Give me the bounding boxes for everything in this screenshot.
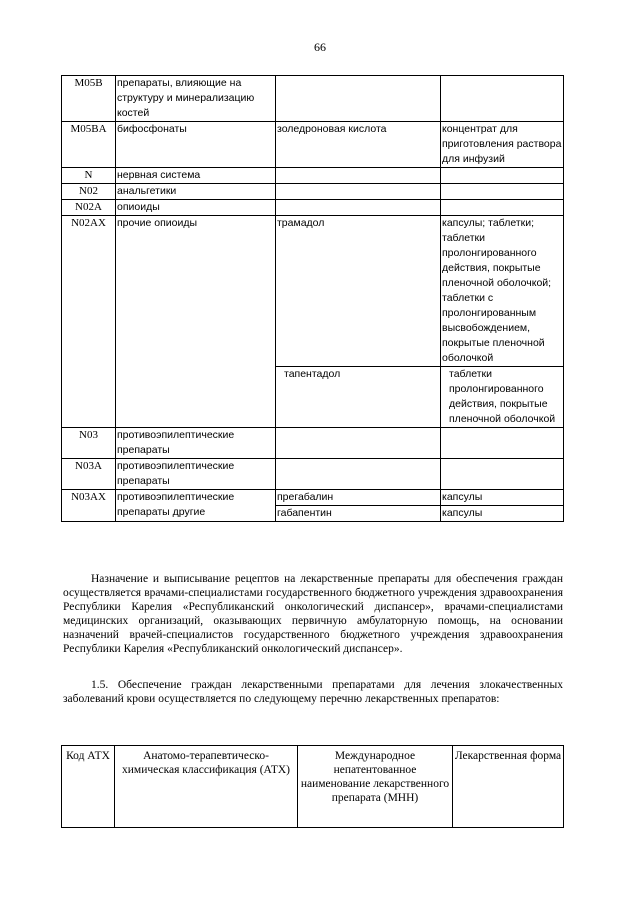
inn-cell: габапентин <box>276 506 441 522</box>
inn-cell <box>276 428 441 459</box>
blood-cancer-drug-table-header <box>61 745 564 828</box>
atc-class-cell: нервная система <box>116 168 276 184</box>
dosage-form-cell: таблетки пролонгированного действия, покрытые пленочной оболочкой <box>441 367 564 428</box>
drug-table <box>61 75 564 522</box>
atc-class-cell: бифосфонаты <box>116 122 276 168</box>
atc-code-cell: N02A <box>62 200 116 216</box>
inn-cell <box>276 200 441 216</box>
table-row <box>62 216 564 367</box>
inn-cell: тапентадол <box>276 367 441 428</box>
atc-code-cell: M05B <box>62 76 116 122</box>
inn-cell <box>276 459 441 490</box>
dosage-form-cell <box>441 428 564 459</box>
atc-class-cell: опиоиды <box>116 200 276 216</box>
inn-cell <box>276 184 441 200</box>
atc-code-cell: M05BA <box>62 122 116 168</box>
header-atc-class: Анатомо-терапевтическо-химическая классификация (АТХ) <box>115 746 298 828</box>
table-header-row <box>62 746 564 828</box>
inn-cell <box>276 168 441 184</box>
page-number: 66 <box>314 40 326 54</box>
dosage-form-cell: капсулы <box>441 490 564 506</box>
table-row <box>62 428 564 459</box>
atc-code-cell: N02AX <box>62 216 116 428</box>
header-inn: Международное непатентованное наименование лекарственного препарата (МНН) <box>298 746 453 828</box>
dosage-form-cell <box>441 459 564 490</box>
inn-cell <box>276 76 441 122</box>
header-dosage-form: Лекарственная форма <box>453 746 564 828</box>
dosage-form-cell: капсулы <box>441 506 564 522</box>
table-row <box>62 184 564 200</box>
inn-cell: золедроновая кислота <box>276 122 441 168</box>
header-atc-code: Код АТХ <box>62 746 115 828</box>
prescription-paragraph: Назначение и выписывание рецептов на лекарственные препараты для обеспечения граждан осуществляется врачами-специалистами государственного бюджетного учреждения здравоохранения Республики Карелия «Республиканский онкологический диспансер», врачами-специалистами медицинских организаций, оказывающих первичную амбулаторную помощь, на основании назначений врачей-специалистов государственного бюджетного учреждения здравоохранения Республики Карелия «Республиканский онкологический диспансер». <box>63 573 563 655</box>
inn-cell: прегабалин <box>276 490 441 506</box>
table-row <box>62 200 564 216</box>
dosage-form-cell: концентрат для приготовления раствора для инфузий <box>441 122 564 168</box>
atc-class-cell: противоэпилептические препараты <box>116 428 276 459</box>
atc-code-cell: N02 <box>62 184 116 200</box>
table-row <box>62 122 564 168</box>
table-row <box>62 76 564 122</box>
atc-class-cell: анальгетики <box>116 184 276 200</box>
atc-code-cell: N03 <box>62 428 116 459</box>
atc-code-cell: N03AX <box>62 490 116 522</box>
inn-cell: трамадол <box>276 216 441 367</box>
atc-class-cell: препараты, влияющие на структуру и минерализацию костей <box>116 76 276 122</box>
atc-class-cell: прочие опиоиды <box>116 216 276 428</box>
dosage-form-cell <box>441 200 564 216</box>
atc-class-cell: противоэпилептические препараты <box>116 459 276 490</box>
atc-code-cell: N03A <box>62 459 116 490</box>
table-row <box>62 490 564 506</box>
atc-code-cell: N <box>62 168 116 184</box>
section-1-5-paragraph: 1.5. Обеспечение граждан лекарственными препаратами для лечения злокачественных заболеваний крови осуществляется по следующему перечню лекарственных препаратов: <box>63 679 563 705</box>
dosage-form-cell: капсулы; таблетки; таблетки пролонгированного действия, покрытые пленочной оболочкой; таблетки с пролонгированным высвобождением, покрытые пленочной оболочкой <box>441 216 564 367</box>
dosage-form-cell <box>441 168 564 184</box>
table-row <box>62 459 564 490</box>
atc-class-cell: противоэпилептические препараты другие <box>116 490 276 522</box>
dosage-form-cell <box>441 76 564 122</box>
table-row <box>62 168 564 184</box>
dosage-form-cell <box>441 184 564 200</box>
